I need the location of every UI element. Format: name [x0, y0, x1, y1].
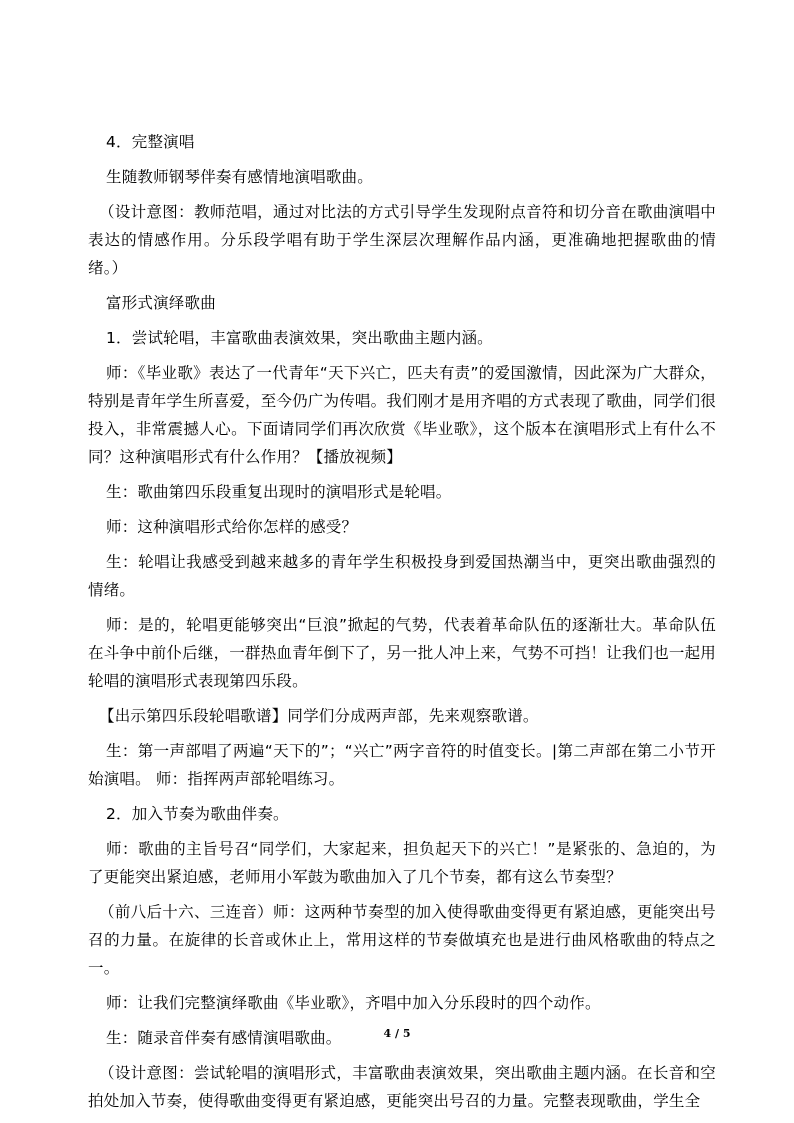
teacher-dialogue: 师：是的，轮唱更能够突出“巨浪”掀起的气势，代表着革命队伍的逐渐壮大。革命队伍在斗争中前仆后继，一群热血青年倒下了，另一批人冲上来，气势不可挡！让我们也一起用轮唱的演唱形式表现第四乐段。: [88, 616, 717, 690]
rhythm-explanation: （前八后十六、三连音）师：这两种节奏型的加入使得歌曲变得更有紧迫感，更能突出号召的力量。在旋律的长音或休止上，常用这样的节奏做填充也是进行曲风格歌曲的特点之一。: [88, 903, 716, 977]
paragraph: 生随教师钢琴伴奏有感情地演唱歌曲。: [106, 168, 373, 186]
teacher-dialogue: 师：让我们完整演绎歌曲《毕业歌》，齐唱中加入分乐段时的四个动作。: [106, 994, 601, 1012]
design-intent-paragraph: （设计意图：教师范唱，通过对比法的方式引导学生发现附点音符和切分音在歌曲演唱中表达的情感作用。分乐段学唱有助于学生深层次理解作品内涵，更准确地把握歌曲的情绪。）: [88, 203, 716, 277]
student-dialogue: 生：歌曲第四乐段重复出现时的演唱形式是轮唱。: [106, 483, 452, 501]
subsection-heading-rhythm: 2．加入节奏为歌曲伴奏。: [106, 805, 289, 823]
student-dialogue: 生：轮唱让我感受到越来越多的青年学生积极投身到爱国热潮当中，更突出歌曲强烈的情绪。: [88, 553, 716, 599]
design-intent-paragraph: （设计意图：尝试轮唱的演唱形式，丰富歌曲表演效果，突出歌曲主题内涵。在长音和空拍处加入节奏，使得歌曲变得更有紧迫感，更能突出号召的力量。完整表现歌曲，学生全: [88, 1064, 716, 1110]
teacher-dialogue: 师：歌曲的主旨号召“同学们，大家起来，担负起天下的兴亡！”是紧张的、急迫的，为了更能突出紧迫感，老师用小军鼓为歌曲加入了几个节奏，都有这么节奏型？: [88, 840, 716, 886]
document-body: [88, 128, 716, 1122]
section-heading-rich-forms: 富形式演绎歌曲: [106, 294, 216, 312]
student-dialogue: 生：第一声部唱了两遍“天下的”；“兴亡”两字音符的时值变长。|第二声部在第二小节开始演唱。 师：指挥两声部轮唱练习。: [88, 742, 716, 788]
student-dialogue: 生：随录音伴奏有感情演唱歌曲。: [106, 1029, 342, 1047]
subsection-heading-round-singing: 1．尝试轮唱，丰富歌曲表演效果，突出歌曲主题内涵。: [106, 329, 493, 347]
teacher-dialogue: 师：这种演唱形式给你怎样的感受？: [106, 518, 358, 536]
section-heading-complete-singing: 4．完整演唱: [106, 133, 195, 151]
score-instruction: 【出示第四乐段轮唱歌谱】同学们分成两声部，先来观察歌谱。: [99, 707, 539, 725]
page-number: 4 / 5: [383, 1027, 411, 1040]
teacher-dialogue: 师：《毕业歌》表达了一代青年“天下兴亡，匹夫有责”的爱国激情，因此深为广大群众，特别是青年学生所喜爱，至今仍广为传唱。我们刚才是用齐唱的方式表现了歌曲，同学们很投入，非常震撼人心。下面请同学们再次欣赏《毕业歌》，这个版本在演唱形式上有什么不同？这种演唱形式有什么作用？【播放视频】: [88, 364, 717, 466]
